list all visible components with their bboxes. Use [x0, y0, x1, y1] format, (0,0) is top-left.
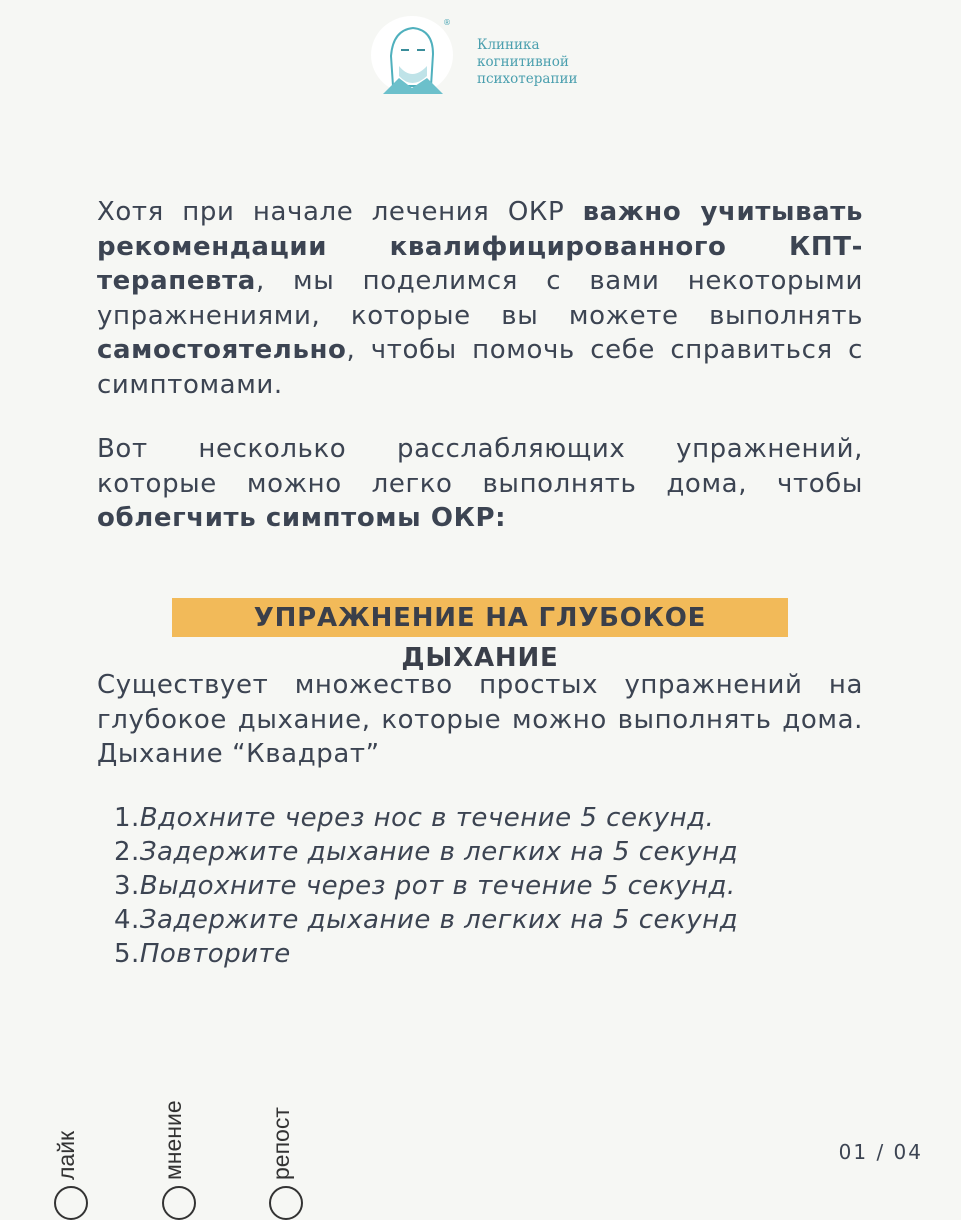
- list-item: [114, 937, 738, 971]
- registered-mark: ®: [443, 18, 451, 27]
- page-counter: 01 / 04: [838, 1140, 923, 1164]
- text: Вот несколько расслабляющих упражнений, которые можно легко выполнять дома, чтобы: [97, 434, 863, 499]
- step-text: Выдохните через рот в течение 5 секунд.: [139, 871, 736, 901]
- repost-button[interactable]: [269, 1186, 303, 1220]
- like-label: лайк: [53, 1130, 79, 1180]
- steps-list: [114, 801, 738, 971]
- step-text: Задержите дыхание в легких на 5 секунд: [139, 837, 739, 867]
- clinic-name: [477, 37, 577, 88]
- step-text: Вдохните через нос в течение 5 секунд.: [139, 803, 715, 833]
- text: , чтобы помочь себе справиться с симптомами.: [97, 335, 863, 400]
- bold-text: важно учитывать рекомендации квалифицированного КПТ-терапевта: [97, 197, 864, 296]
- clinic-logo: [371, 16, 453, 94]
- text: , мы поделимся с вами некоторыми упражнениями, которые вы можете выполнять: [97, 266, 863, 331]
- intro-paragraph: [97, 195, 863, 402]
- list-item: [114, 869, 738, 903]
- section-heading: УПРАЖНЕНИЕ НА ГЛУБОКОЕ ДЫХАНИЕ: [172, 598, 788, 637]
- step-number: 2.: [114, 837, 140, 867]
- bold-text: самостоятельно: [97, 335, 347, 365]
- step-number: 4.: [114, 905, 140, 935]
- bold-text: облегчить симптомы ОКР:: [97, 503, 507, 533]
- like-button[interactable]: [54, 1186, 88, 1220]
- clinic-name-line: Клиника: [477, 37, 540, 53]
- exercises-intro: [97, 432, 863, 536]
- clinic-name-line: когнитивной: [477, 54, 569, 70]
- step-text: Повторите: [139, 939, 291, 969]
- comment-label: мнение: [160, 1100, 186, 1180]
- list-item: [114, 835, 738, 869]
- comment-button[interactable]: [162, 1186, 196, 1220]
- step-text: Задержите дыхание в легких на 5 секунд: [139, 905, 739, 935]
- list-item: [114, 903, 738, 937]
- clinic-name-line: психотерапии: [477, 71, 578, 87]
- list-item: [114, 801, 738, 835]
- step-number: 1.: [114, 803, 140, 833]
- step-number: 3.: [114, 871, 140, 901]
- step-number: 5.: [114, 939, 140, 969]
- repost-label: репост: [268, 1107, 294, 1180]
- breathing-paragraph: Существует множество простых упражнений на глубокое дыхание, которые можно выполнять дома. Дыхание “Квадрат”: [97, 670, 863, 769]
- text: Хотя при начале лечения ОКР: [97, 197, 583, 227]
- portrait-icon: [371, 16, 453, 94]
